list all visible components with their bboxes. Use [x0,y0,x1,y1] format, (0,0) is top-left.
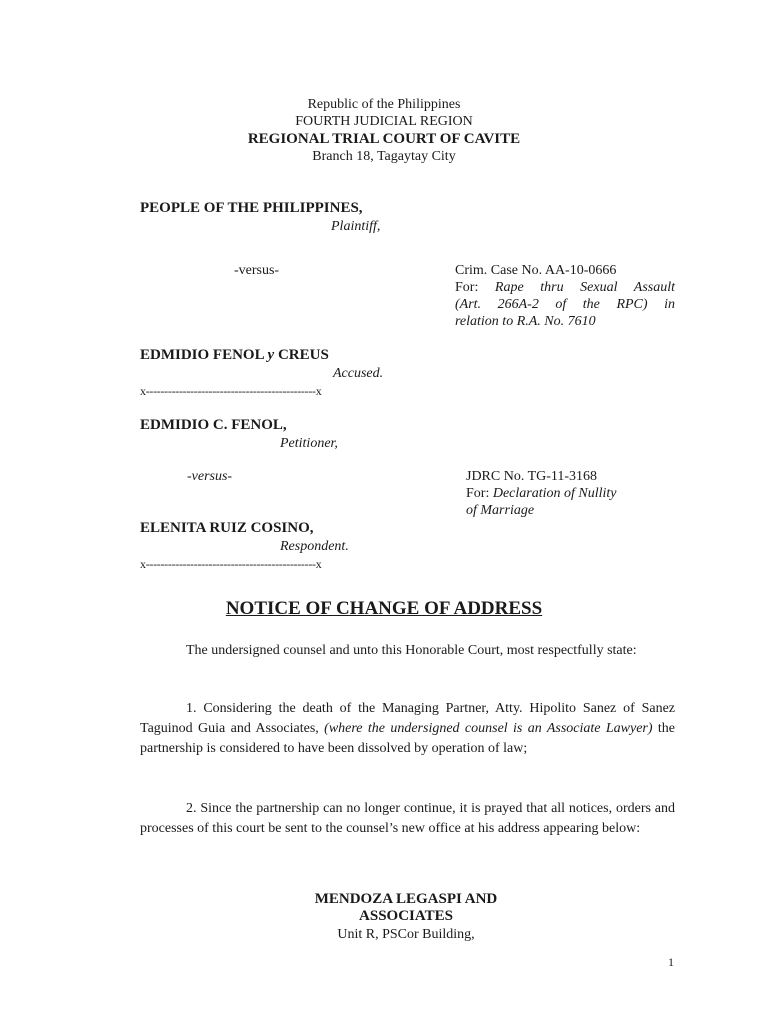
accused-name [140,347,329,364]
plaintiff-role: Plaintiff, [331,219,381,234]
plaintiff-name: PEOPLE OF THE PHILIPPINES, [140,200,363,216]
accused-name-part-1: EDMIDIO FENOL [140,347,268,363]
intro-paragraph: The undersigned counsel and unto this Honorable Court, most respectfully state: [186,643,637,658]
case2-versus: -versus- [187,469,233,484]
accused-role: Accused. [333,366,384,381]
jdrc-for-subject: Declaration of Nullity [492,486,617,501]
court-name: REGIONAL TRIAL COURT OF CAVITE [247,131,521,147]
paragraph-1 [140,699,675,759]
case1-separator: x----------------------------------------------x [140,384,322,398]
accused-name-y: y [267,347,275,363]
crim-case-for-line-3: relation to R.A. No. 7610 [455,314,596,329]
jdrc-case-for-line-1 [466,486,617,502]
paragraph-2: 2. Since the partnership can no longer continue, it is prayed that all notices, orders and processes of this court be sent to the counsel’s new office at his address appearing below: [140,801,675,836]
firm-name-line-1: MENDOZA LEGASPI AND [314,891,498,907]
respondent-name: ELENITA RUIZ COSINO, [140,520,314,536]
jdrc-case-number: JDRC No. TG-11-3168 [466,469,598,484]
petitioner-name: EDMIDIO C. FENOL, [140,417,287,433]
page-number: 1 [668,955,674,969]
accused-name-part-2: CREUS [274,347,329,363]
paragraph-1-text-a: 1. Considering the death of the Managing Partner, Atty. Hipolito Sanez of Sanez Taguinod Guia and Associates, [140,701,675,736]
respondent-role: Respondent. [280,539,349,554]
case1-versus: -versus- [234,263,280,278]
petitioner-role: Petitioner, [280,436,338,451]
firm-name-line-2: ASSOCIATES [359,908,453,924]
case2-separator: x----------------------------------------------x [140,557,322,571]
court-branch: Branch 18, Tagaytay City [312,149,456,164]
court-republic: Republic of the Philippines [307,97,461,112]
firm-address-unit: Unit R, PSCor Building, [337,927,475,942]
jdrc-for-label: For: [466,486,490,501]
crim-for-label: For: [455,280,479,295]
document-title: NOTICE OF CHANGE OF ADDRESS [225,598,543,619]
crim-case-for-line-1 [455,280,675,296]
crim-for-offense: Rape thru Sexual Assault [494,280,675,295]
jdrc-case-for-line-2: of Marriage [466,503,535,518]
paragraph-1-italic: (where the undersigned counsel is an Associate Lawyer) [324,721,653,736]
crim-case-number: Crim. Case No. AA-10-0666 [455,263,617,278]
crim-case-for-line-2: (Art. 266A-2 of the RPC) in [455,297,675,312]
court-region: FOURTH JUDICIAL REGION [295,114,473,129]
paragraph-1-text-b: the partnership is considered to have been dissolved by operation of law; [140,721,675,756]
